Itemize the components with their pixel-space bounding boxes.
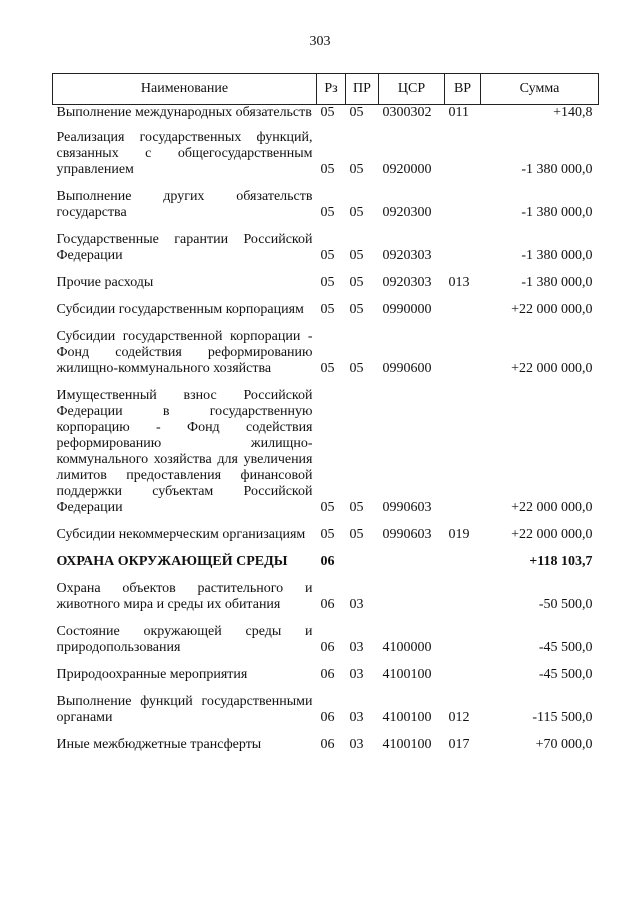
- table-row: [53, 581, 599, 624]
- cell-csr: 0990600: [382, 361, 432, 376]
- cell-rz: 06: [320, 640, 335, 655]
- cell-pr: 05: [349, 248, 364, 263]
- table-row: [53, 624, 599, 667]
- cell-sum: -1 380 000,0: [521, 205, 593, 220]
- cell-sum: -1 380 000,0: [521, 275, 593, 290]
- cell-csr: 4100100: [382, 710, 432, 725]
- cell-csr: 0990603: [382, 500, 432, 515]
- table-row: [53, 302, 599, 329]
- cell-name: Имущественный взнос Российской Федерации в государственную корпорацию - Фонд содействия реформированию жилищно-коммунального хозяйства для увеличения лимитов предоставления финансовой поддержки субъектам Российской Федерации: [56, 388, 313, 515]
- table-row: [53, 275, 599, 302]
- cell-sum: +118 103,7: [529, 554, 593, 569]
- cell-vr: 013: [448, 275, 470, 290]
- cell-csr: 0920303: [382, 275, 432, 290]
- table-row: [53, 105, 599, 131]
- section-row: [53, 554, 599, 581]
- cell-name: Выполнение функций государственными органами: [56, 694, 313, 725]
- cell-rz: 05: [320, 248, 335, 263]
- cell-pr: [346, 554, 379, 581]
- cell-rz: 05: [320, 361, 335, 376]
- cell-csr: 0920303: [382, 248, 432, 263]
- cell-pr: 03: [349, 710, 364, 725]
- cell-csr: 4100100: [382, 737, 432, 752]
- cell-sum: +140,8: [553, 105, 593, 120]
- cell-rz: 06: [320, 710, 335, 725]
- cell-name: Состояние окружающей среды и природопользования: [56, 624, 313, 655]
- table-row: [53, 737, 599, 764]
- cell-name: Субсидии некоммерческим организациям: [56, 527, 306, 542]
- header-vr: ВР: [445, 74, 481, 105]
- cell-sum: -45 500,0: [538, 640, 593, 655]
- cell-pr: 03: [349, 667, 364, 682]
- cell-vr: 012: [448, 710, 470, 725]
- cell-name: Реализация государственных функций, связанных с общегосударственным управлением: [56, 130, 313, 177]
- cell-vr: 017: [448, 737, 470, 752]
- cell-pr: 05: [349, 500, 364, 515]
- cell-name: ОХРАНА ОКРУЖАЮЩЕЙ СРЕДЫ: [56, 554, 288, 569]
- table-row: [53, 694, 599, 737]
- cell-sum: -115 500,0: [532, 710, 593, 725]
- cell-vr: [445, 388, 481, 527]
- cell-pr: 05: [349, 205, 364, 220]
- table-body: [53, 105, 599, 765]
- cell-rz: 05: [320, 275, 335, 290]
- budget-table: [52, 73, 599, 764]
- cell-pr: 05: [349, 527, 364, 542]
- cell-name: Прочие расходы: [56, 275, 154, 290]
- cell-rz: 05: [320, 162, 335, 177]
- table-row: [53, 329, 599, 388]
- cell-sum: +22 000 000,0: [511, 361, 593, 376]
- cell-vr: [445, 581, 481, 624]
- cell-rz: 05: [320, 205, 335, 220]
- cell-pr: 03: [349, 737, 364, 752]
- cell-csr: 4100000: [382, 640, 432, 655]
- cell-sum: -1 380 000,0: [521, 162, 593, 177]
- cell-sum: -45 500,0: [538, 667, 593, 682]
- cell-csr: 0990000: [382, 302, 432, 317]
- cell-rz: 06: [320, 667, 335, 682]
- cell-csr: [379, 554, 445, 581]
- header-name: Наименование: [53, 74, 317, 105]
- cell-vr: [445, 302, 481, 329]
- cell-name: Выполнение международных обязательств: [56, 105, 312, 120]
- cell-rz: 06: [320, 597, 335, 612]
- header-rz: Рз: [317, 74, 346, 105]
- cell-sum: -50 500,0: [538, 597, 593, 612]
- cell-name: Субсидии государственной корпорации - Фонд содействия реформированию жилищно-коммунального хозяйства: [56, 329, 313, 376]
- cell-sum: +22 000 000,0: [511, 302, 593, 317]
- cell-csr: 0990603: [382, 527, 432, 542]
- cell-sum: +22 000 000,0: [511, 527, 593, 542]
- cell-pr: 05: [349, 302, 364, 317]
- cell-sum: +22 000 000,0: [511, 500, 593, 515]
- cell-vr: [445, 130, 481, 189]
- cell-name: Субсидии государственным корпорациям: [56, 302, 304, 317]
- cell-pr: 05: [349, 275, 364, 290]
- cell-name: Иные межбюджетные трансферты: [56, 737, 262, 752]
- cell-rz: 05: [320, 302, 335, 317]
- cell-pr: 03: [349, 597, 364, 612]
- cell-vr: [445, 624, 481, 667]
- cell-rz: 05: [320, 105, 335, 120]
- table-row: [53, 527, 599, 554]
- page-number: 303: [309, 34, 331, 49]
- table-row: [53, 189, 599, 232]
- cell-vr: [445, 232, 481, 275]
- cell-rz: 06: [320, 554, 335, 569]
- cell-pr: 03: [349, 640, 364, 655]
- cell-csr: 0920300: [382, 205, 432, 220]
- cell-csr: 0920000: [382, 162, 432, 177]
- cell-name: Выполнение других обязательств государства: [56, 189, 313, 220]
- cell-rz: 06: [320, 737, 335, 752]
- table-row: [53, 130, 599, 189]
- header-sum: Сумма: [481, 74, 599, 105]
- cell-pr: 05: [349, 162, 364, 177]
- cell-vr: [445, 329, 481, 388]
- cell-pr: 05: [349, 361, 364, 376]
- cell-sum: +70 000,0: [535, 737, 593, 752]
- table-row: [53, 667, 599, 694]
- cell-name: Охрана объектов растительного и животного мира и среды их обитания: [56, 581, 313, 612]
- cell-vr: 019: [448, 527, 470, 542]
- cell-sum: -1 380 000,0: [521, 248, 593, 263]
- cell-csr: 0300302: [382, 105, 432, 120]
- header-pr: ПР: [346, 74, 379, 105]
- table-row: [53, 388, 599, 527]
- table-header-row: [53, 74, 599, 105]
- cell-vr: [445, 667, 481, 694]
- cell-pr: 05: [349, 105, 364, 120]
- cell-name: Природоохранные мероприятия: [56, 667, 248, 682]
- cell-csr: 4100100: [382, 667, 432, 682]
- cell-csr: [379, 581, 445, 624]
- cell-vr: 011: [448, 105, 469, 120]
- table-row: [53, 232, 599, 275]
- header-csr: ЦСР: [379, 74, 445, 105]
- cell-name: Государственные гарантии Российской Федерации: [56, 232, 313, 263]
- cell-vr: [445, 554, 481, 581]
- cell-rz: 05: [320, 500, 335, 515]
- cell-rz: 05: [320, 527, 335, 542]
- cell-vr: [445, 189, 481, 232]
